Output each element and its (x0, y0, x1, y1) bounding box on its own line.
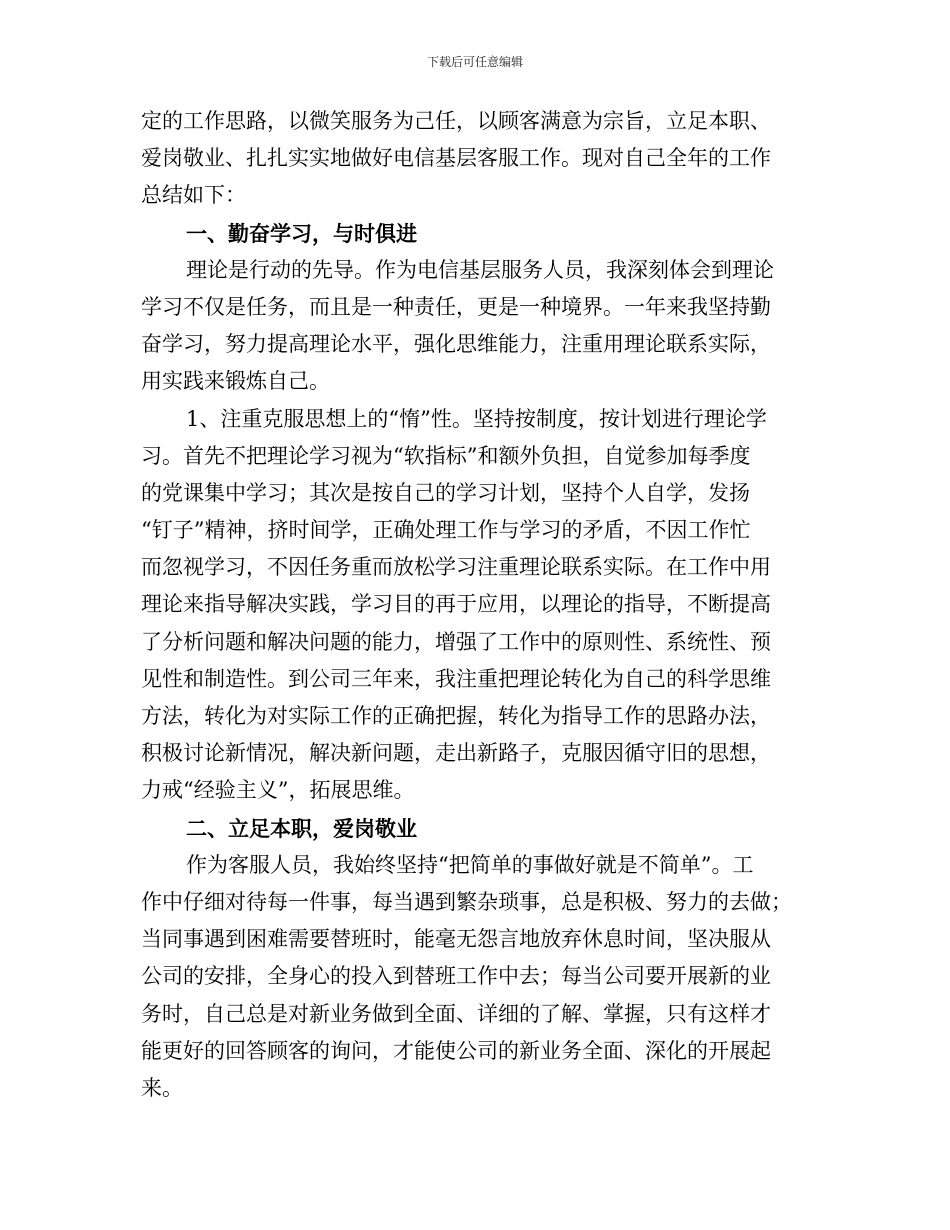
text-line: 来。 (141, 1075, 183, 1100)
text-line: 理论来指导解决实践，学习目的再于应用，以理论的指导，不断提高 (141, 592, 771, 617)
page-header: 下载后可任意编辑 (426, 55, 523, 69)
text-line: 公司的安排，全身心的投入到替班工作中去；每当公司要开展新的业 (141, 964, 771, 989)
text-line: 而忽视学习，不因任务重而放松学习注重理论联系实际。在工作中用 (141, 555, 771, 580)
text-line: 学习不仅是任务，而且是一种责任，更是一种境界。一年来我坚持勤 (141, 294, 771, 319)
text-line: “钉子”精神，挤时间学，正确处理工作与学习的矛盾，不因工作忙 (141, 518, 751, 543)
text-line: 1、注重克服思想上的“惰”性。坚持按制度，按计划进行理论学 (186, 406, 767, 431)
section-heading: 一、勤奋学习，与时俱进 (186, 220, 417, 246)
text-line: 习。首先不把理论学习视为“软指标”和额外负担，自觉参加每季度 (141, 443, 751, 468)
text-line: 作为客服人员，我始终坚持“把简单的事做好就是不简单”。工 (186, 852, 754, 877)
text-line: 总结如下： (141, 183, 246, 208)
text-line: 爱岗敬业、扎扎实实地做好电信基层客服工作。现对自己全年的工作 (141, 146, 771, 171)
text-line: 能更好的回答顾客的询问，才能使公司的新业务全面、深化的开展起 (141, 1038, 771, 1063)
text-line: 见性和制造性。到公司三年来，我注重把理论转化为自己的科学思维 (141, 666, 771, 691)
text-line: 务时，自己总是对新业务做到全面、详细的了解、掌握，只有这样才 (141, 1001, 771, 1026)
text-line: 方法，转化为对实际工作的正确把握，转化为指导工作的思路办法， (141, 704, 771, 728)
text-line: 的党课集中学习；其次是按自己的学习计划，坚持个人自学，发扬 (141, 480, 750, 505)
text-line: 当同事遇到困难需要替班时，能毫无怨言地放弃休息时间，坚决服从 (141, 927, 771, 952)
text-line: 积极讨论新情况，解决新问题，走出新路子，克服因循守旧的思想， (141, 741, 771, 766)
text-line: 定的工作思路，以微笑服务为己任，以顾客满意为宗旨，立足本职、 (141, 109, 771, 133)
text-line: 作中仔细对待每一件事，每当遇到繁杂琐事，总是积极、努力的去做； (141, 889, 792, 914)
text-line: 奋学习，努力提高理论水平，强化思维能力，注重用理论联系实际， (141, 332, 771, 357)
section-heading: 二、立足本职，爱岗敬业 (186, 815, 417, 841)
text-line: 用实践来锻炼自己。 (141, 369, 330, 394)
text-line: 了分析问题和解决问题的能力，增强了工作中的原则性、系统性、预 (141, 629, 771, 654)
text-line: 理论是行动的先导。作为电信基层服务人员，我深刻体会到理论 (186, 257, 774, 282)
text-line: 力戒“经验主义”，拓展思维。 (141, 778, 415, 803)
document-body (141, 103, 809, 1107)
